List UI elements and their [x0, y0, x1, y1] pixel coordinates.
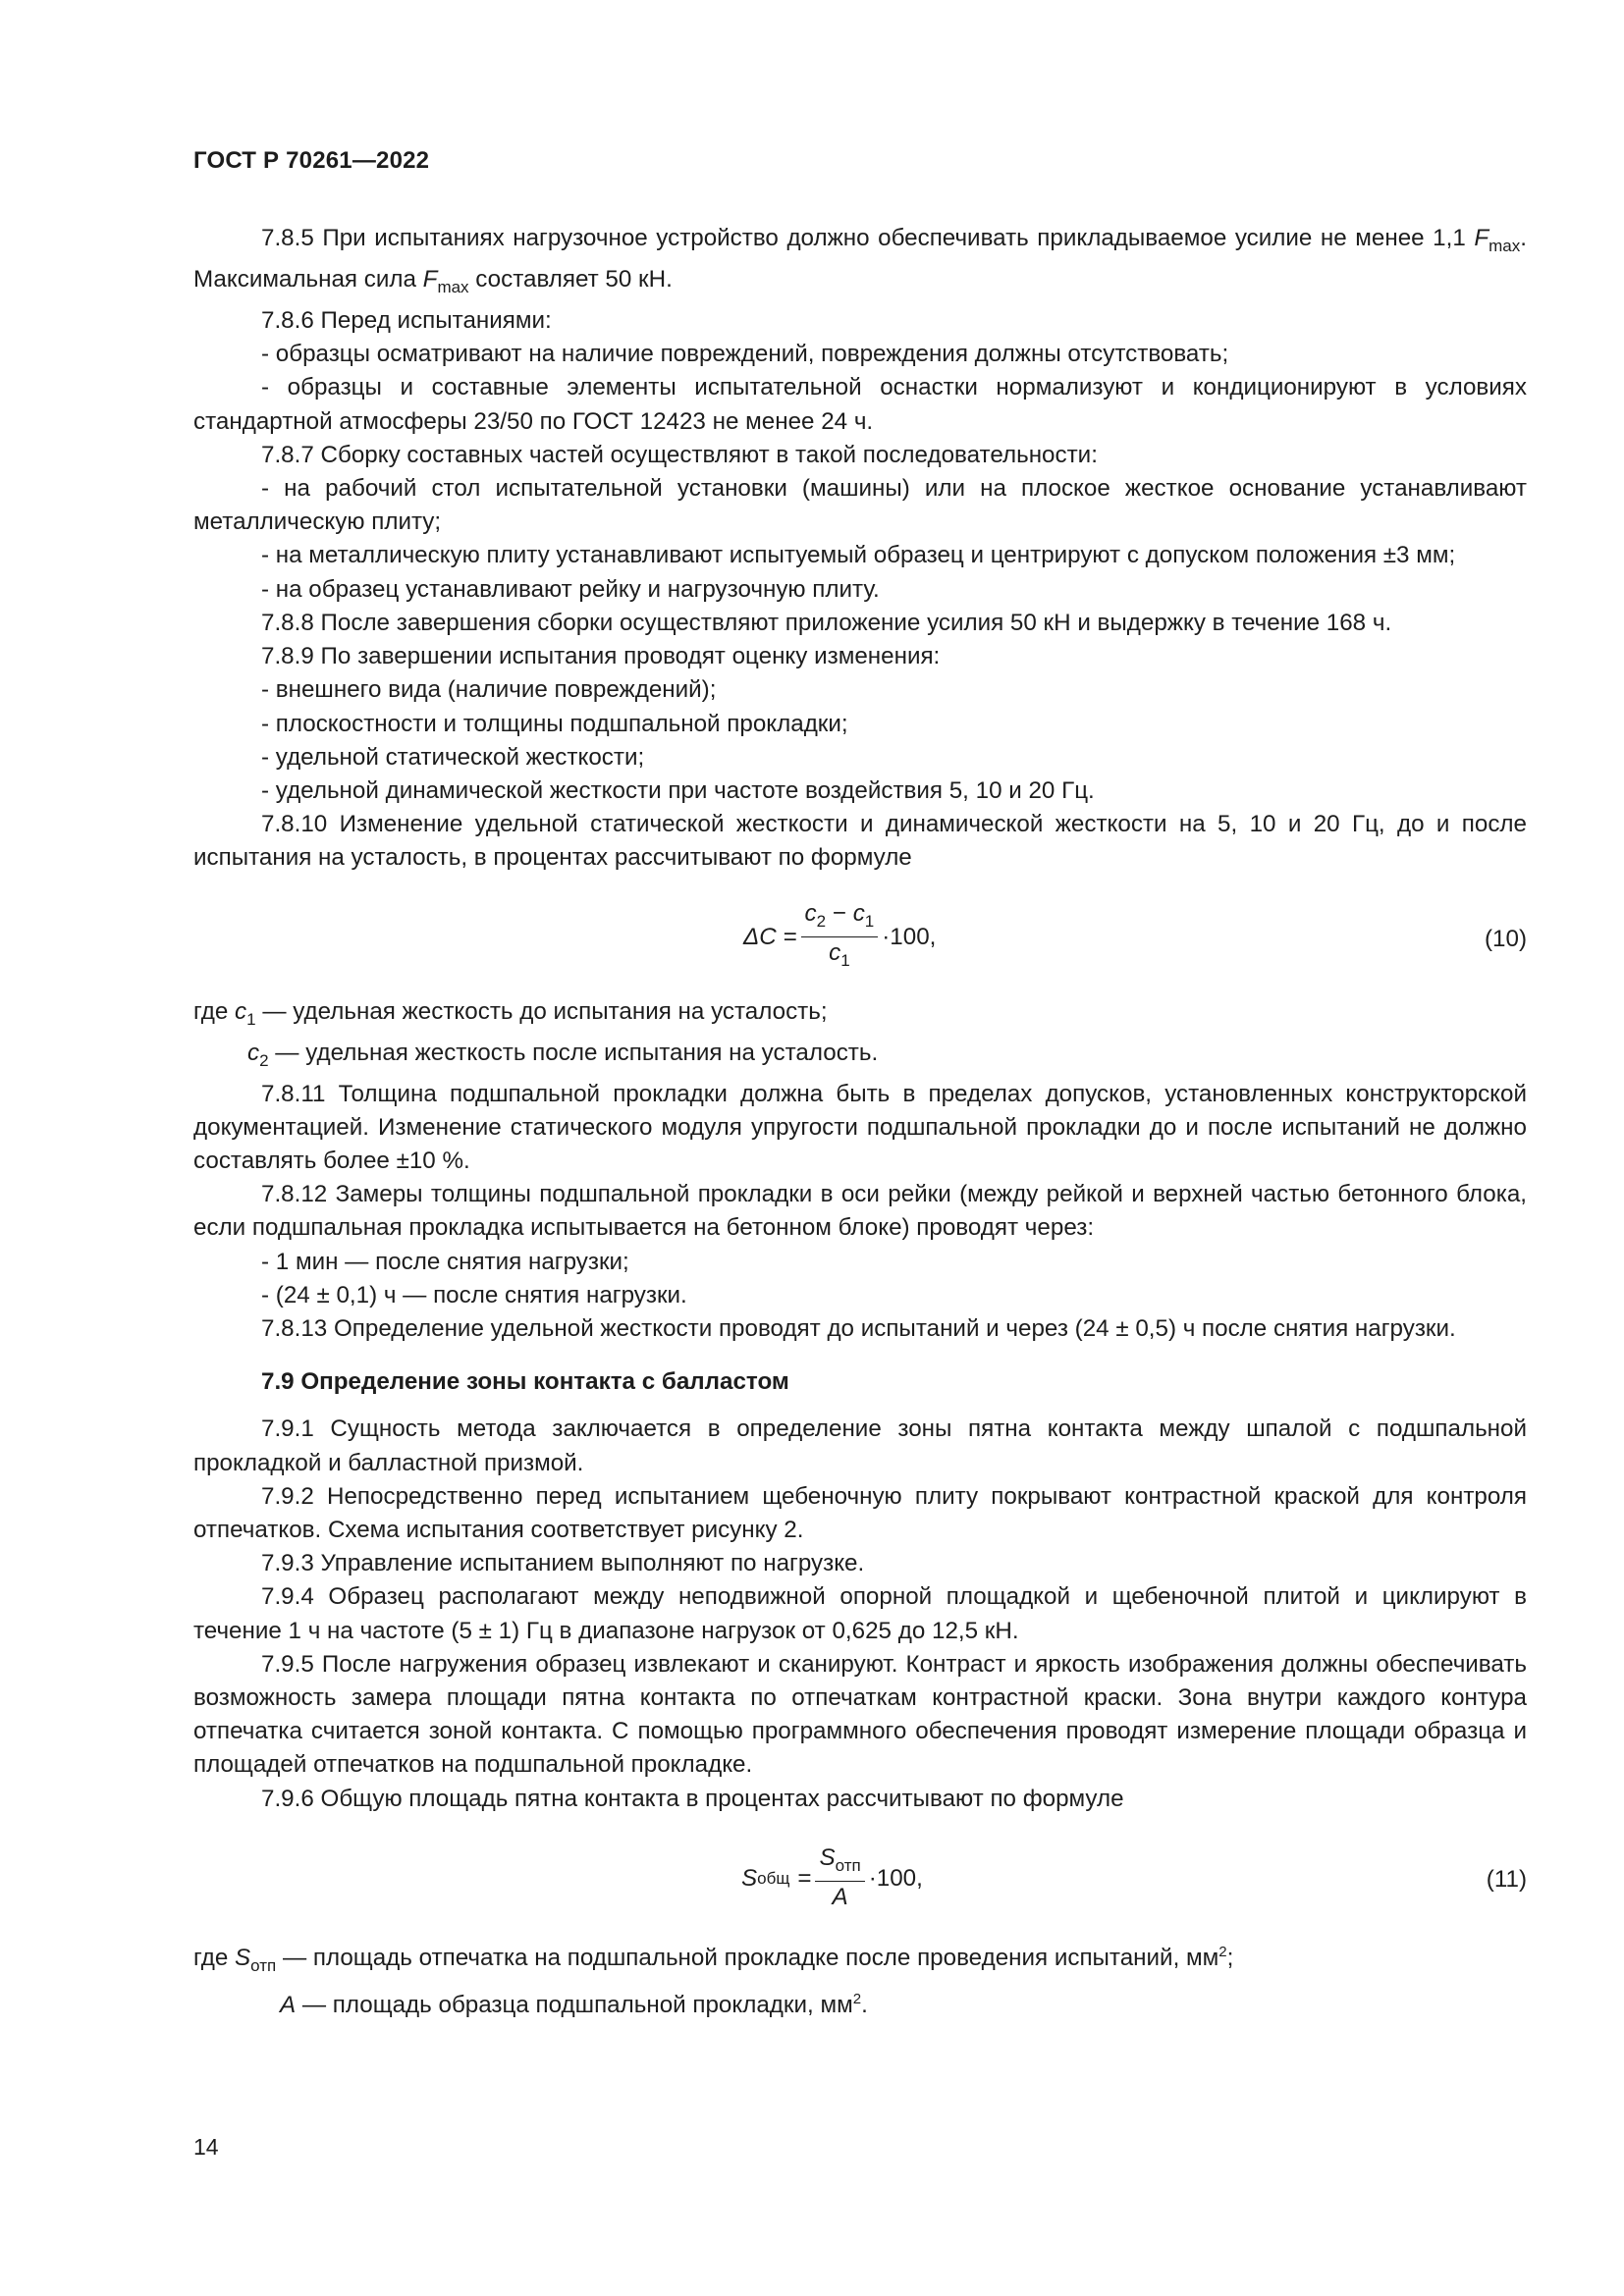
paragraph: 7.8.12 Замеры толщины подшпальной прокладки в оси рейки (между рейкой и верхней частью бетонного блока, если подшпальная прокладка испытывается на бетонном блоке) проводят через: [193, 1181, 1527, 1242]
paragraph: 7.8.10 Изменение удельной статической жесткости и динамической жесткости на 5, 10 и 20 Гц, до и после испытания на усталость, в процентах рассчитывают по формуле [193, 811, 1527, 872]
formula-10 [193, 885, 1527, 991]
paragraph: 7.9.6 Общую площадь пятна контакта в процентах рассчитывают по формуле [261, 1785, 1124, 1812]
list-item: - внешнего вида (наличие повреждений); [261, 676, 717, 704]
where-s-otp: где $S_{отп}$ — площадь отпечатка на подшпальной прокладке после проведения испытаний, $мм^2$; [193, 1943, 1234, 1975]
list-item: - удельной динамической жесткости при частоте воздействия 5, 10 и 20 Гц. [261, 776, 1095, 804]
formula-10-expression: ΔC = $\frac{c_2 - c_1}{c_1}$ ·100, [743, 885, 936, 991]
paragraph: 7.9.3 Управление испытанием выполняют по нагрузке. [261, 1550, 865, 1577]
formula-11-expression: S общ = $\frac{S_{отп}}{A}$ ·100, [741, 1826, 923, 1932]
document-header: ГОСТ Р 70261—2022 [193, 147, 430, 174]
paragraph: 7.8.8 После завершения сборки осуществляют приложение усилия 50 кН и выдержку в течение 168 ч. [261, 609, 1392, 636]
section-heading-7-9: 7.9 Определение зоны контакта с балластом [261, 1368, 789, 1396]
formula-10-number: (10) [1484, 925, 1527, 952]
where-c2: $c_2$ — удельная жесткость после испытания на усталость. [247, 1039, 879, 1070]
paragraph: 7.8.11 Толщина подшпальной прокладки должна быть в пределах допусков, установленных конструкторской документацией. Изменение статического модуля упругости подшпальной прокладки до и после испытаний не должно составлять более ±10 %. [193, 1080, 1527, 1174]
formula-10-fraction: $\frac{c_2 - c_1}{c_1}$ [801, 899, 879, 977]
document-body [193, 222, 1527, 2022]
paragraph: 7.8.6 Перед испытаниями: [261, 307, 552, 335]
page-number: 14 [193, 2134, 219, 2160]
list-item: - на образец устанавливают рейку и нагрузочную плиту. [261, 575, 880, 603]
formula-11-fraction: $\frac{S_{отп}}{A}$ [815, 1843, 864, 1913]
formula-11-number: (11) [1486, 1865, 1527, 1893]
list-item: - образцы осматривают на наличие повреждений, повреждения должны отсутствовать; [261, 341, 1229, 368]
list-item: - (24 ± 0,1) ч — после снятия нагрузки. [261, 1281, 687, 1308]
list-item: - образцы и составные элементы испытательной оснастки нормализуют и кондиционируют в условиях стандартной атмосферы 23/50 по ГОСТ 12423 не менее 24 ч. [193, 374, 1527, 435]
formula-11 [193, 1826, 1527, 1932]
paragraph: 7.9.4 Образец располагают между неподвижной опорной площадкой и щебеночной плитой и циклируют в течение 1 ч на частоте (5 ± 1) Гц в диапазоне нагрузок от 0,625 до 12,5 кН. [193, 1583, 1527, 1644]
paragraph: 7.8.7 Сборку составных частей осуществляют в такой последовательности: [261, 441, 1098, 468]
list-item: - удельной статической жесткости; [261, 743, 645, 771]
paragraph: 7.8.9 По завершении испытания проводят оценку изменения: [261, 643, 941, 670]
paragraph: 7.9.2 Непосредственно перед испытанием щебеночную плиту покрывают контрастной краской для контроля отпечатков. Схема испытания соответствует рисунку 2. [193, 1482, 1527, 1544]
paragraph: 7.9.1 Сущность метода заключается в определение зоны пятна контакта между шпалой с подшпальной прокладкой и балластной призмой. [193, 1415, 1527, 1476]
list-item: - 1 мин — после снятия нагрузки; [261, 1248, 629, 1275]
where-c1: где $c_1$ — удельная жесткость до испытания на усталость; [193, 997, 828, 1029]
paragraph: 7.8.13 Определение удельной жесткости проводят до испытаний и через (24 ± 0,5) ч после снятия нагрузки. [261, 1315, 1456, 1342]
paragraph: 7.9.5 После нагружения образец извлекают и сканируют. Контраст и яркость изображения должны обеспечивать возможность замера площади пятна контакта по отпечаткам контрастной краски. Зона внутри каждого контура отпечатка считается зоной контакта. С помощью программного обеспечения проводят измерение площади образца и площадей отпечатков на подшпальной прокладке. [193, 1650, 1527, 1779]
paragraph-7-8-5: 7.8.5 При испытаниях нагрузочное устройство должно обеспечивать прикладываемое усилие не менее 1,1 $F_{max}$. Максимальная сила $F_{max}$ составляет 50 кН. [193, 225, 1527, 296]
where-a: A — площадь образца подшпальной прокладки, $мм^2$. [280, 1990, 868, 2018]
list-item: - на рабочий стол испытательной установки (машины) или на плоское жесткое основание устанавливают металлическую плиту; [193, 475, 1527, 536]
list-item: - плоскостности и толщины подшпальной прокладки; [261, 710, 848, 737]
list-item: - на металлическую плиту устанавливают испытуемый образец и центрируют с допуском положения ±3 мм; [261, 542, 1456, 569]
